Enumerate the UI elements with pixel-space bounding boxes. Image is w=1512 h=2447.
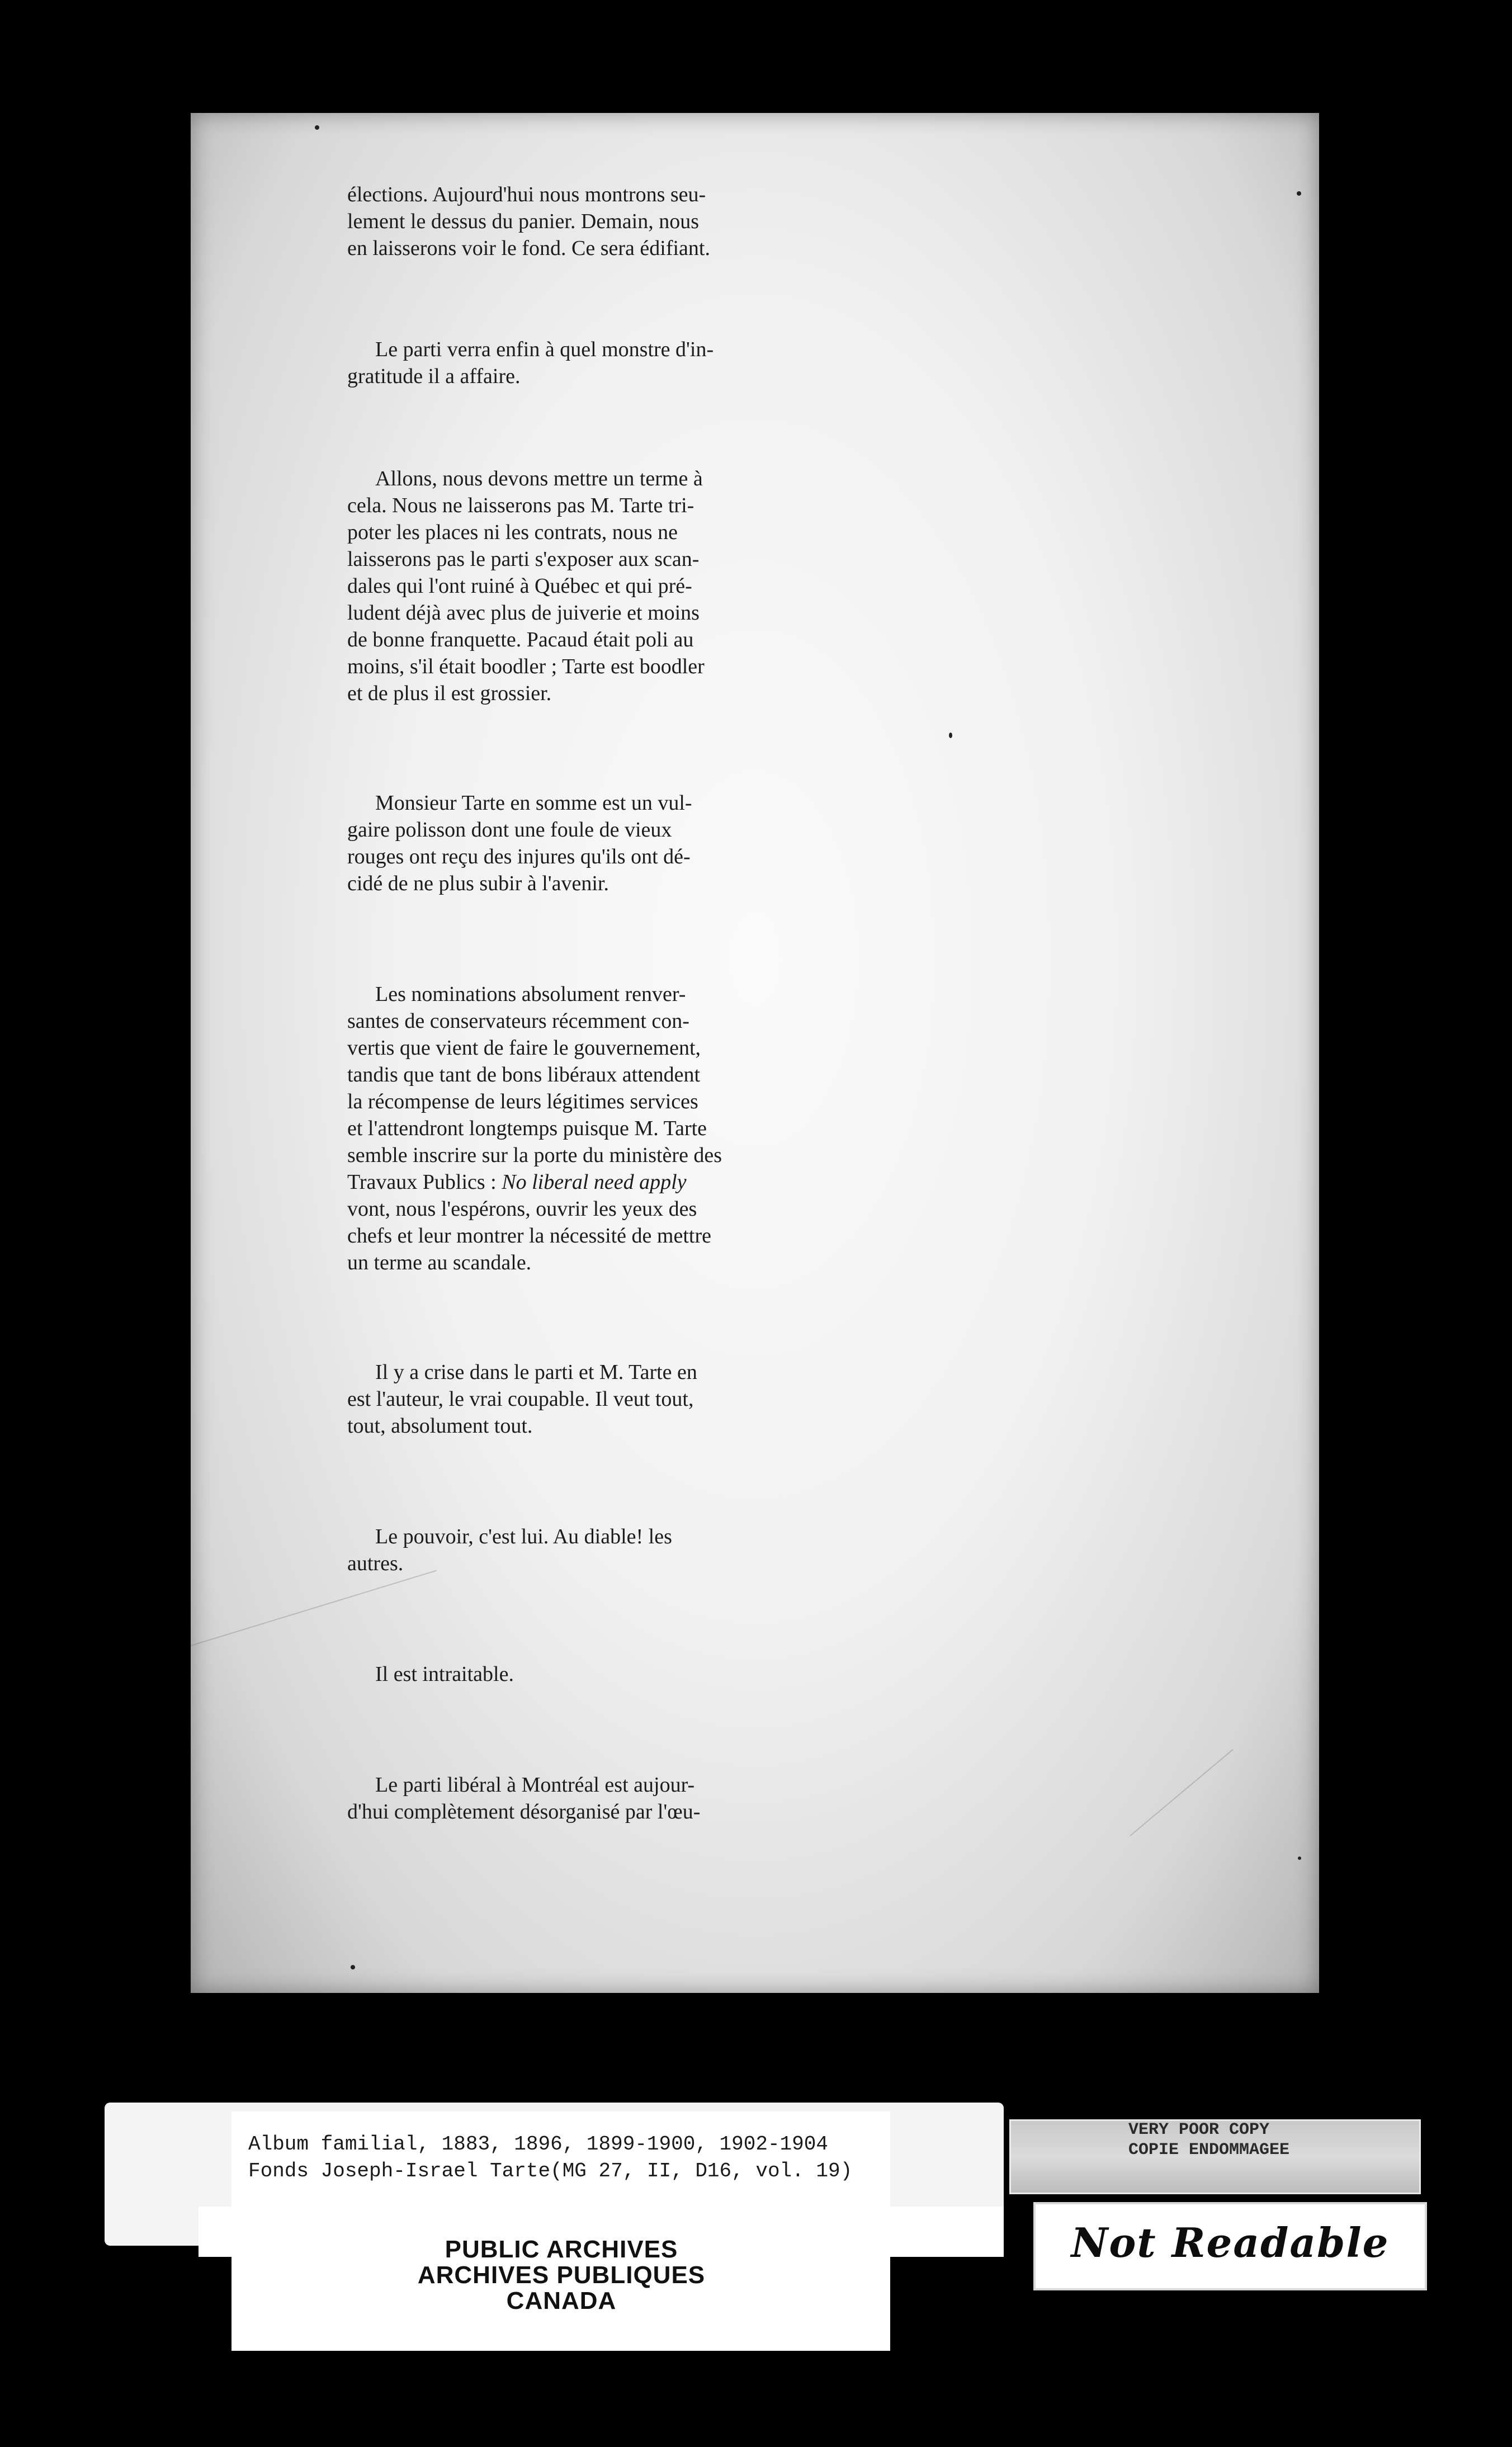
paragraph-nominations-start: Les nominations absolument renver- santes de conservateurs récemment con- vertis que vient de faire le gouvernement, tandis que tant de bons libéraux attendent la récompense de leurs légitimes services et l'attendront longtemps puisque M. Tarte semble inscrire sur la porte du ministère des Travaux Publics : bbox=[347, 982, 722, 1194]
paragraph-parti-verra: Le parti verra enfin à quel monstre d'in- gratitude il a affaire. bbox=[347, 338, 714, 388]
fonds-reference-line: Fonds Joseph-Israel Tarte(MG 27, II, D16, vol. 19) bbox=[248, 2160, 853, 2183]
scan-speck bbox=[1298, 1856, 1301, 1860]
paragraph-intraitable: Il est intraitable. bbox=[375, 1662, 514, 1686]
paragraph-allons: Allons, nous devons mettre un terme à cela. Nous ne laisserons pas M. Tarte tri- poter les places ni les contrats, nous ne laisserons pas le parti s'exposer aux scan- dales qui l'ont ruiné à Québec et qui pré- ludent déjà avec plus de juiverie et moins de bonne franquette. Pacaud était poli au moins, s'il était boodler ; Tarte est boodler et de plus il est grossier. bbox=[347, 467, 705, 705]
fonds-album-line: Album familial, 1883, 1896, 1899-1900, 1902-1904 bbox=[248, 2133, 828, 2156]
scan-speck bbox=[949, 733, 952, 738]
public-archives-title: PUBLIC ARCHIVES bbox=[445, 2236, 678, 2263]
copie-endommagee-text: COPIE ENDOMMAGEE bbox=[1128, 2141, 1290, 2160]
scan-scratch bbox=[1130, 1749, 1233, 1836]
very-poor-copy-text: VERY POOR COPY bbox=[1128, 2120, 1270, 2139]
scanned-page bbox=[191, 113, 1319, 1993]
fonds-reference-card bbox=[231, 2111, 890, 2207]
paragraph-nominations-end: vont, nous l'espérons, ouvrir les yeux des chefs et leur montrer la nécessité de mettre un terme au scandale. bbox=[347, 1197, 711, 1274]
archives-publiques-title: ARCHIVES PUBLIQUES bbox=[417, 2261, 706, 2289]
paragraph-parti-liberal: Le parti libéral à Montréal est aujour- d'hui complètement désorganisé par l'œu- bbox=[347, 1773, 701, 1824]
scan-speck bbox=[1297, 191, 1301, 196]
paragraph-monsieur-tarte: Monsieur Tarte en somme est un vul- gaire polisson dont une foule de vieux rouges ont reçu des injures qu'ils ont dé- cidé de ne plus subir à l'avenir. bbox=[347, 791, 692, 895]
canada-title: CANADA bbox=[506, 2287, 617, 2314]
scan-speck bbox=[351, 1965, 355, 1969]
scan-speck bbox=[315, 125, 319, 130]
not-readable-note bbox=[1033, 2202, 1427, 2290]
paragraph-elections: élections. Aujourd'hui nous montrons seu- lement le dessus du panier. Demain, nous en laisserons voir le fond. Ce sera édifiant. bbox=[347, 183, 710, 260]
paragraph-crise: Il y a crise dans le parti et M. Tarte en est l'auteur, le vrai coupable. Il veut tout, tout, absolument tout. bbox=[347, 1361, 697, 1438]
paragraph-nominations bbox=[347, 981, 758, 1276]
poor-copy-stamp bbox=[1009, 2119, 1421, 2194]
paragraph-pouvoir: Le pouvoir, c'est lui. Au diable! les autres. bbox=[347, 1525, 672, 1575]
no-liberal-need-apply-quote: No liberal need apply bbox=[502, 1170, 687, 1194]
not-readable-handwriting: Not Readable bbox=[1071, 2219, 1390, 2266]
